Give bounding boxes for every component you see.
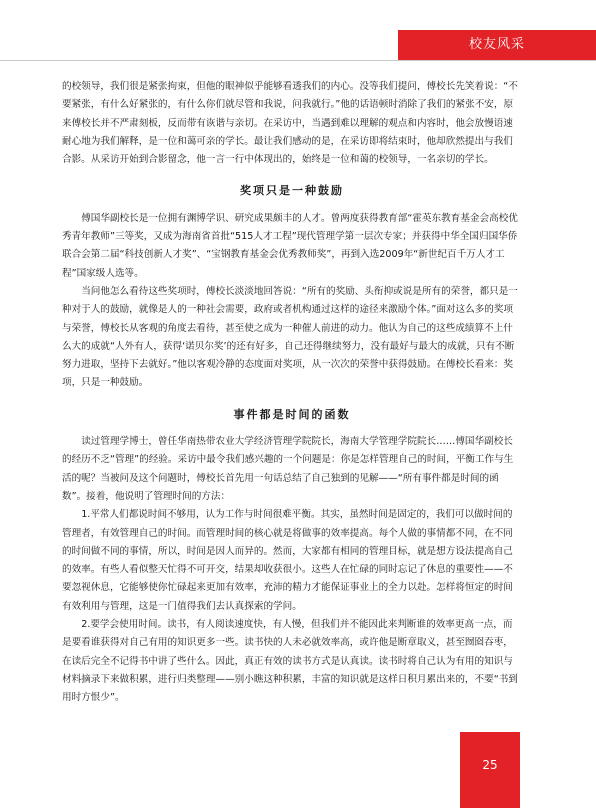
- paragraph-time-intro: 读过管理学博士，曾任华南热带农业大学经济管理学院院长，海南大学管理学院院长……傅国华副校长的经历不乏“管理”的经验。采访中最令我们感兴趣的一个问题是：你是怎样管理自己的时间，平衡工作与生活的呢？当被问及这个问题时，傅校长首先用一句话总结了自己独到的见解——“所有事件都是时间的函数”。接着，他说明了管理时间的方法：: [62, 436, 514, 502]
- paragraph-awards-view: 当问他怎么看待这些奖项时，傅校长淡淡地回答说：“所有的奖励、头衔抑或说是所有的荣誉，都只是一种对于人的鼓励，就像是人的一种社会需要，政府或者机构通过这样的途径来激励个体。”面对这么多的奖项与荣誉，傅校长从客观的角度去看待，甚至使之成为一种催人前进的动力。他认为自己的这些成绩算不上什么大的成就“人外有人，获得‘诺贝尔奖’的还有好多，自己还得继续努力，没有最好与最大的成就，只有不断努力进取，坚持下去就好。”他以客观冷静的态度面对奖项，从一次次的荣誉中获得鼓励。在傅校长看来：奖项，只是一种鼓励。: [62, 285, 518, 389]
- paragraph-time-point-2: 2.要学会使用时间。读书，有人阅读速度快，有人慢，但我们并不能因此来判断谁的效率更高一点，而是要看谁获得对自己有用的知识更多一些。读书快的人未必就效率高，或许他是断章取义，甚至囫囵吞枣，在读后完全不记得书中讲了些什么。因此，真正有效的读书方式是认真读。读书时将自己认为有用的知识与材料摘录下来做积累，进行归类整理——别小瞧这种积累，丰富的知识就是这样日积月累出来的，不要“书到用时方恨少”。: [62, 619, 518, 704]
- section-heading-time: 事件都是时间的函数: [233, 407, 351, 421]
- article-body: [62, 78, 522, 708]
- paragraph-awards: 傅国华副校长是一位拥有渊博学识、研究成果颇丰的人才。曾两度获得教育部“霍英东教育基金会高校优秀青年教师”三等奖，又成为海南省首批“515人才工程”现代管理学第一层次专家；并获得中华全国归国华侨联合会第二届“科技创新人才奖”、“宝钢教育基金会优秀教师奖”，再到入选2009年“新世纪百千万人才工程”国家级人选等。: [62, 212, 518, 279]
- section-title: 校友风采: [468, 37, 525, 52]
- header-rule: [0, 60, 596, 61]
- paragraph-intro-continued: 的校领导，我们很是紧张拘束，但他的眼神似乎能够看透我们的内心。没等我们提问，傅校长先笑着说：“不要紧张，有什么好紧张的，有什么你们就尽管和我说，问我就行。”他的话语顿时消除了我们的紧张不安，原来傅校长并不严肃刻板，反而带有诙谐与亲切。在采访中，当遇到难以理解的观点和内容时，他会放慢语速耐心地为我们解释，是一位和蔼可亲的学长。最让我们感动的是，在采访即将结束时，他却欣然提出与我们合影。从采访开始到合影留念，他一言一行中体现出的，始终是一位和蔼的校领导，一名亲切的学长。: [62, 81, 518, 166]
- section-title-tab: [398, 30, 596, 60]
- section-heading-awards: 奖项只是一种鼓励: [240, 184, 344, 198]
- page-number-box: [460, 732, 520, 808]
- paragraph-time-point-1: 1.平常人们都说时间不够用，认为工作与时间很难平衡。其实，虽然时间是固定的，我们可以做时间的管理者，有效管理自己的时间。而管理时间的核心就是将做事的效率提高。每个人做的事情都不同，在不同的时间做不同的事情，所以，时间是因人而异的。然而，大家都有相同的管理目标，就是想方设法提高自己的效率。有些人看似整天忙得不可开交，结果却收获很小。这些人在忙碌的同时忘记了休息的重要性——不要忽视休息，它能够使你忙碌起来更加有效率，充沛的精力才能保证事业上的全力以赴。怎样将恒定的时间有效利用与管理，这是一门值得我们去认真探索的学问。: [62, 509, 513, 612]
- page-number: 25: [482, 758, 498, 772]
